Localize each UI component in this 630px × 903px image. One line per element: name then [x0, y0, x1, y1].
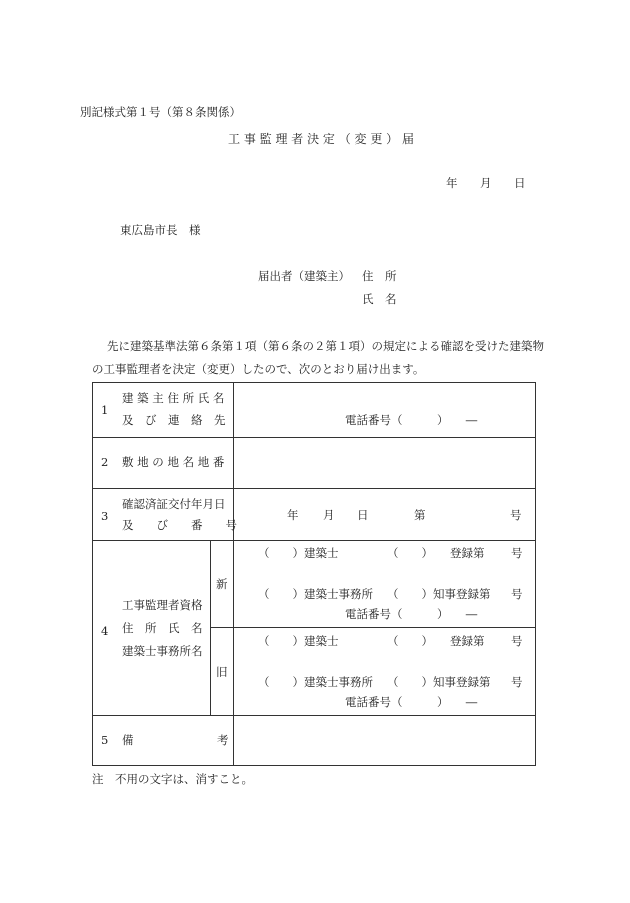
row3-label-line2: 及 び 番 号 [122, 518, 237, 532]
row4-old-label: 旧 [216, 665, 228, 679]
row4-number: 4 [101, 624, 109, 638]
column-divider [233, 383, 234, 765]
row4-label-line2: 住 所 氏 名 [122, 621, 203, 635]
row3-month: 月 [323, 508, 335, 522]
row5-number: 5 [101, 733, 109, 747]
row4-new-label: 新 [216, 577, 228, 591]
old-phone: 電話番号（ ） ― [345, 695, 478, 709]
intro-line-1: 先に建築基準法第６条第１項（第６条の２第１項）の規定による確認を受けた建築物 [107, 339, 544, 353]
new-office-label: （ ）建築士事務所 [258, 587, 373, 601]
row2-number: 2 [101, 455, 109, 469]
new-old-divider [210, 627, 535, 628]
addressee: 東広島市長 様 [120, 223, 201, 237]
row4-label-line1: 工事監理者資格 [122, 598, 203, 612]
old-architect-qualification: （ ）建築士 [258, 634, 339, 648]
new-office-go: 号 [511, 587, 523, 601]
row3-dai: 第 [414, 508, 426, 522]
footnote: 注 不用の文字は、消すこと。 [92, 772, 253, 786]
date-year-label: 年 [446, 176, 458, 190]
row-divider [93, 715, 535, 716]
row-divider [93, 540, 535, 541]
site-address-field[interactable] [235, 439, 533, 487]
old-registration-go: 号 [511, 634, 523, 648]
row1-label-line1: 建 築 主 住 所 氏 名 [122, 391, 225, 405]
row1-label-line2: 及 び 連 絡 先 [122, 413, 226, 427]
row1-number: 1 [101, 403, 109, 417]
new-architect-class: （ ） [387, 546, 433, 560]
old-registration-label: 登録第 [450, 634, 485, 648]
row5-label-a: 備 [122, 733, 134, 747]
new-phone: 電話番号（ ） ― [345, 607, 478, 621]
old-architect-class: （ ） [387, 634, 433, 648]
row1-phone: 電話番号（ ） ― [345, 413, 478, 427]
row3-day: 日 [357, 508, 369, 522]
form-number: 別記様式第１号（第８条関係） [80, 105, 241, 119]
row3-number: 3 [101, 509, 109, 523]
new-registration-label: 登録第 [450, 546, 485, 560]
applicant-address-label: 住 所 [362, 269, 397, 283]
applicant-label: 届出者（建築主） [258, 269, 350, 283]
row5-label-b: 考 [217, 733, 229, 747]
new-governor-registration: （ ）知事登録第 [387, 587, 491, 601]
date-day-label: 日 [514, 176, 526, 190]
row3-go: 号 [510, 508, 522, 522]
new-registration-go: 号 [511, 546, 523, 560]
old-office-label: （ ）建築士事務所 [258, 675, 373, 689]
row-divider [93, 437, 535, 438]
row4-sub-divider [210, 540, 211, 715]
new-architect-qualification: （ ）建築士 [258, 546, 339, 560]
old-governor-registration: （ ）知事登録第 [387, 675, 491, 689]
row3-year: 年 [287, 508, 299, 522]
owner-contact-field[interactable] [235, 384, 533, 436]
row3-label-line1: 確認済証交付年月日 [122, 497, 226, 511]
old-office-go: 号 [511, 675, 523, 689]
page-title: 工 事 監 理 者 決 定 （ 変 更 ） 届 [228, 132, 414, 146]
date-month-label: 月 [480, 176, 492, 190]
row4-label-line3: 建築士事務所名 [122, 644, 203, 658]
row-divider [93, 488, 535, 489]
applicant-name-label: 氏 名 [362, 292, 397, 306]
notification-form-table [92, 382, 536, 766]
intro-line-2: の工事監理者を決定（変更）したので、次のとおり届け出ます。 [92, 362, 425, 376]
remarks-field[interactable] [235, 717, 533, 764]
row2-label: 敷 地 の 地 名 地 番 [122, 455, 225, 469]
